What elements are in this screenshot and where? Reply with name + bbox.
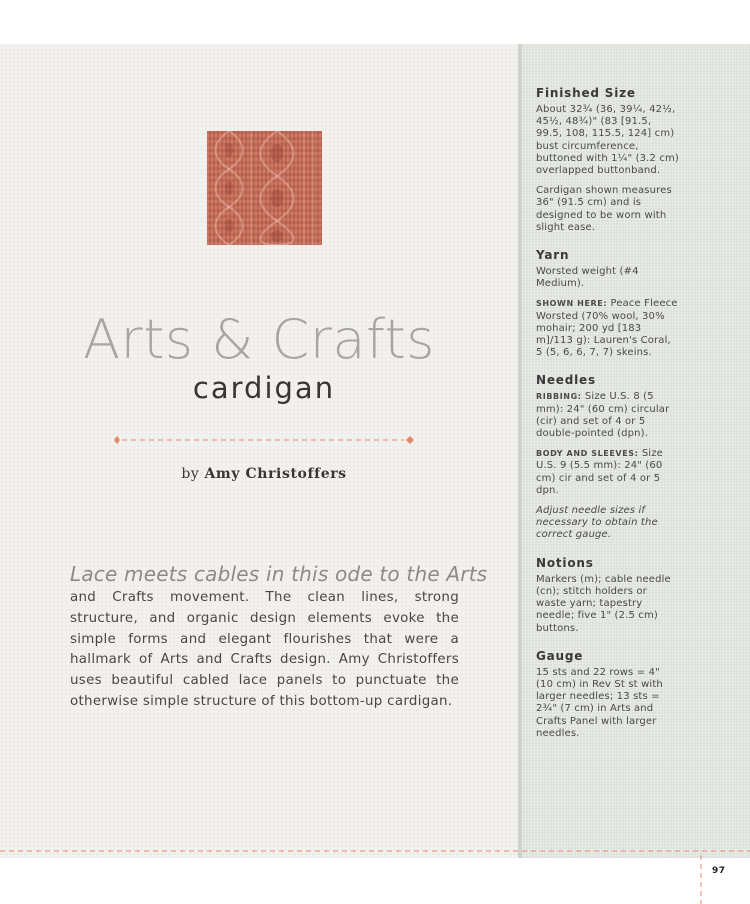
needles-body bbox=[536, 448, 680, 497]
dashed-divider bbox=[112, 434, 416, 446]
byline bbox=[0, 466, 528, 482]
gauge-heading: Gauge bbox=[536, 648, 584, 663]
intro-lead: Lace meets cables in this ode to the Arts bbox=[70, 562, 488, 586]
yarn-weight: Worsted weight (#4 Medium). bbox=[536, 266, 639, 290]
byline-prefix: by bbox=[181, 466, 200, 482]
needles-section bbox=[536, 373, 680, 541]
page-number: 97 bbox=[712, 866, 726, 876]
intro-body: and Crafts movement. The clean lines, strong structure, and organic design elements evoke the simple forms and elegant flourishes that were a hallmark of Arts and Crafts design. Amy Christoffers uses beautiful cabled lace panels to punctuate the otherwise simple structure of this bottom-up cardigan. bbox=[70, 590, 459, 709]
body-sleeves-text: Size U.S. 9 (5.5 mm): 24" (60 cm) cir and set of 4 or 5 dpn. bbox=[536, 448, 663, 496]
notions-heading: Notions bbox=[536, 555, 594, 570]
needles-note: Adjust needle sizes if necessary to obtain the correct gauge. bbox=[536, 505, 658, 541]
needles-ribbing bbox=[536, 391, 680, 440]
shown-here-text: Peace Fleece Worsted (70% wool, 30% mohair; 200 yd [183 m]/113 g): Lauren's Coral, 5 (5, 6, 6, 7, 7) skeins. bbox=[536, 298, 678, 359]
intro-text bbox=[70, 560, 488, 713]
finished-size-note: Cardigan shown measures 36" (91.5 cm) and is designed to be worn with slight ease. bbox=[536, 185, 672, 233]
ribbing-text: Size U.S. 8 (5 mm): 24" (60 cm) circular (cir) and set of 4 or 5 double-pointed (dpn). bbox=[536, 391, 670, 440]
finished-size-section bbox=[536, 86, 680, 234]
gauge-text: 15 sts and 22 rows = 4" (10 cm) in Rev St st with larger needles; 13 sts = 2¾" (7 cm) in Arts and Crafts Panel with larger needles. bbox=[536, 666, 663, 739]
ribbing-label: RIBBING: bbox=[536, 392, 582, 402]
page-top-margin bbox=[0, 0, 750, 44]
needles-heading: Needles bbox=[536, 373, 596, 388]
finished-size-heading: Finished Size bbox=[536, 86, 636, 100]
cable-lace-pattern-icon bbox=[207, 131, 322, 245]
notions-text: Markers (m); cable needle (cn); stitch holders or waste yarn; tapestry needle; five 1" (2.5 cm) buttons. bbox=[536, 573, 671, 634]
author-name: Amy Christoffers bbox=[204, 466, 347, 482]
shown-here-label: SHOWN HERE: bbox=[536, 299, 608, 309]
page-subtitle: cardigan bbox=[192, 371, 336, 405]
pattern-specs bbox=[536, 86, 680, 754]
bottom-dashed-rule bbox=[0, 849, 750, 853]
yarn-shown-here bbox=[536, 298, 680, 359]
gauge-section bbox=[536, 649, 680, 740]
page-number-rule bbox=[699, 855, 703, 904]
yarn-heading: Yarn bbox=[536, 248, 570, 263]
body-sleeves-label: BODY AND SLEEVES: bbox=[536, 449, 639, 459]
yarn-section bbox=[536, 248, 680, 359]
finished-size-text: About 32¾ (36, 39¼, 42½, 45½, 48¾)" (83 [91.5, 99.5, 108, 115.5, 124] cm) bust circumference, buttoned with 1¼" (3.2 cm) overlapped buttonband. bbox=[536, 104, 679, 177]
knit-swatch-photo bbox=[207, 131, 322, 245]
page-title: Arts & Crafts bbox=[83, 308, 435, 371]
notions-section bbox=[536, 556, 680, 635]
